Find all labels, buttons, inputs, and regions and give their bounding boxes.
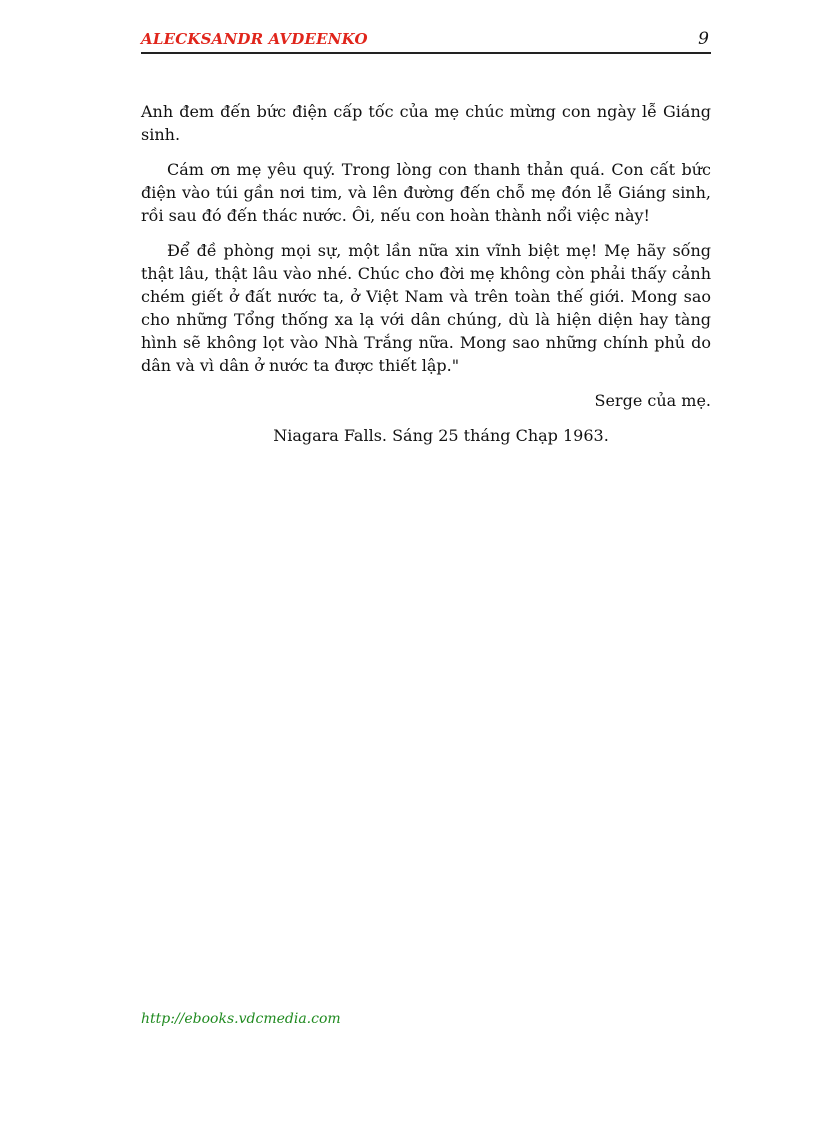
- paragraph: Anh đem đến bức điện cấp tốc của mẹ chúc mừng con ngày lễ Giáng sinh.: [141, 102, 711, 144]
- footer-link[interactable]: http://ebooks.vdcmedia.com: [141, 1011, 341, 1027]
- body-text: [141, 100, 711, 459]
- place-date: Niagara Falls. Sáng 25 tháng Chạp 1963.: [273, 426, 609, 445]
- signature: Serge của mẹ.: [594, 391, 711, 410]
- paragraph: Cám ơn mẹ yêu quý. Trong lòng con thanh thản quá. Con cất bức điện vào túi gần nơi tim, và lên đường đến chỗ mẹ đón lễ Giáng sinh, rồi sau đó đến thác nước. Ôi, nếu con hoàn thành nổi việc này!: [141, 160, 711, 225]
- header-author: ALECKSANDR AVDEENKO: [141, 30, 368, 48]
- paragraph: Để đề phòng mọi sự, một lần nữa xin vĩnh biệt mẹ! Mẹ hãy sống thật lâu, thật lâu vào nhé. Chúc cho đời mẹ không còn phải thấy cảnh chém giết ở đất nước ta, ở Việt Nam và trên toàn thế giới. Mong sao cho những Tổng thống xa lạ với dân chúng, dù là hiện diện hay tàng hình sẽ không lọt vào Nhà Trắng nữa. Mong sao những chính phủ do dân và vì dân ở nước ta được thiết lập.": [141, 241, 711, 375]
- page-header: [141, 30, 711, 54]
- page-number: 9: [698, 29, 709, 49]
